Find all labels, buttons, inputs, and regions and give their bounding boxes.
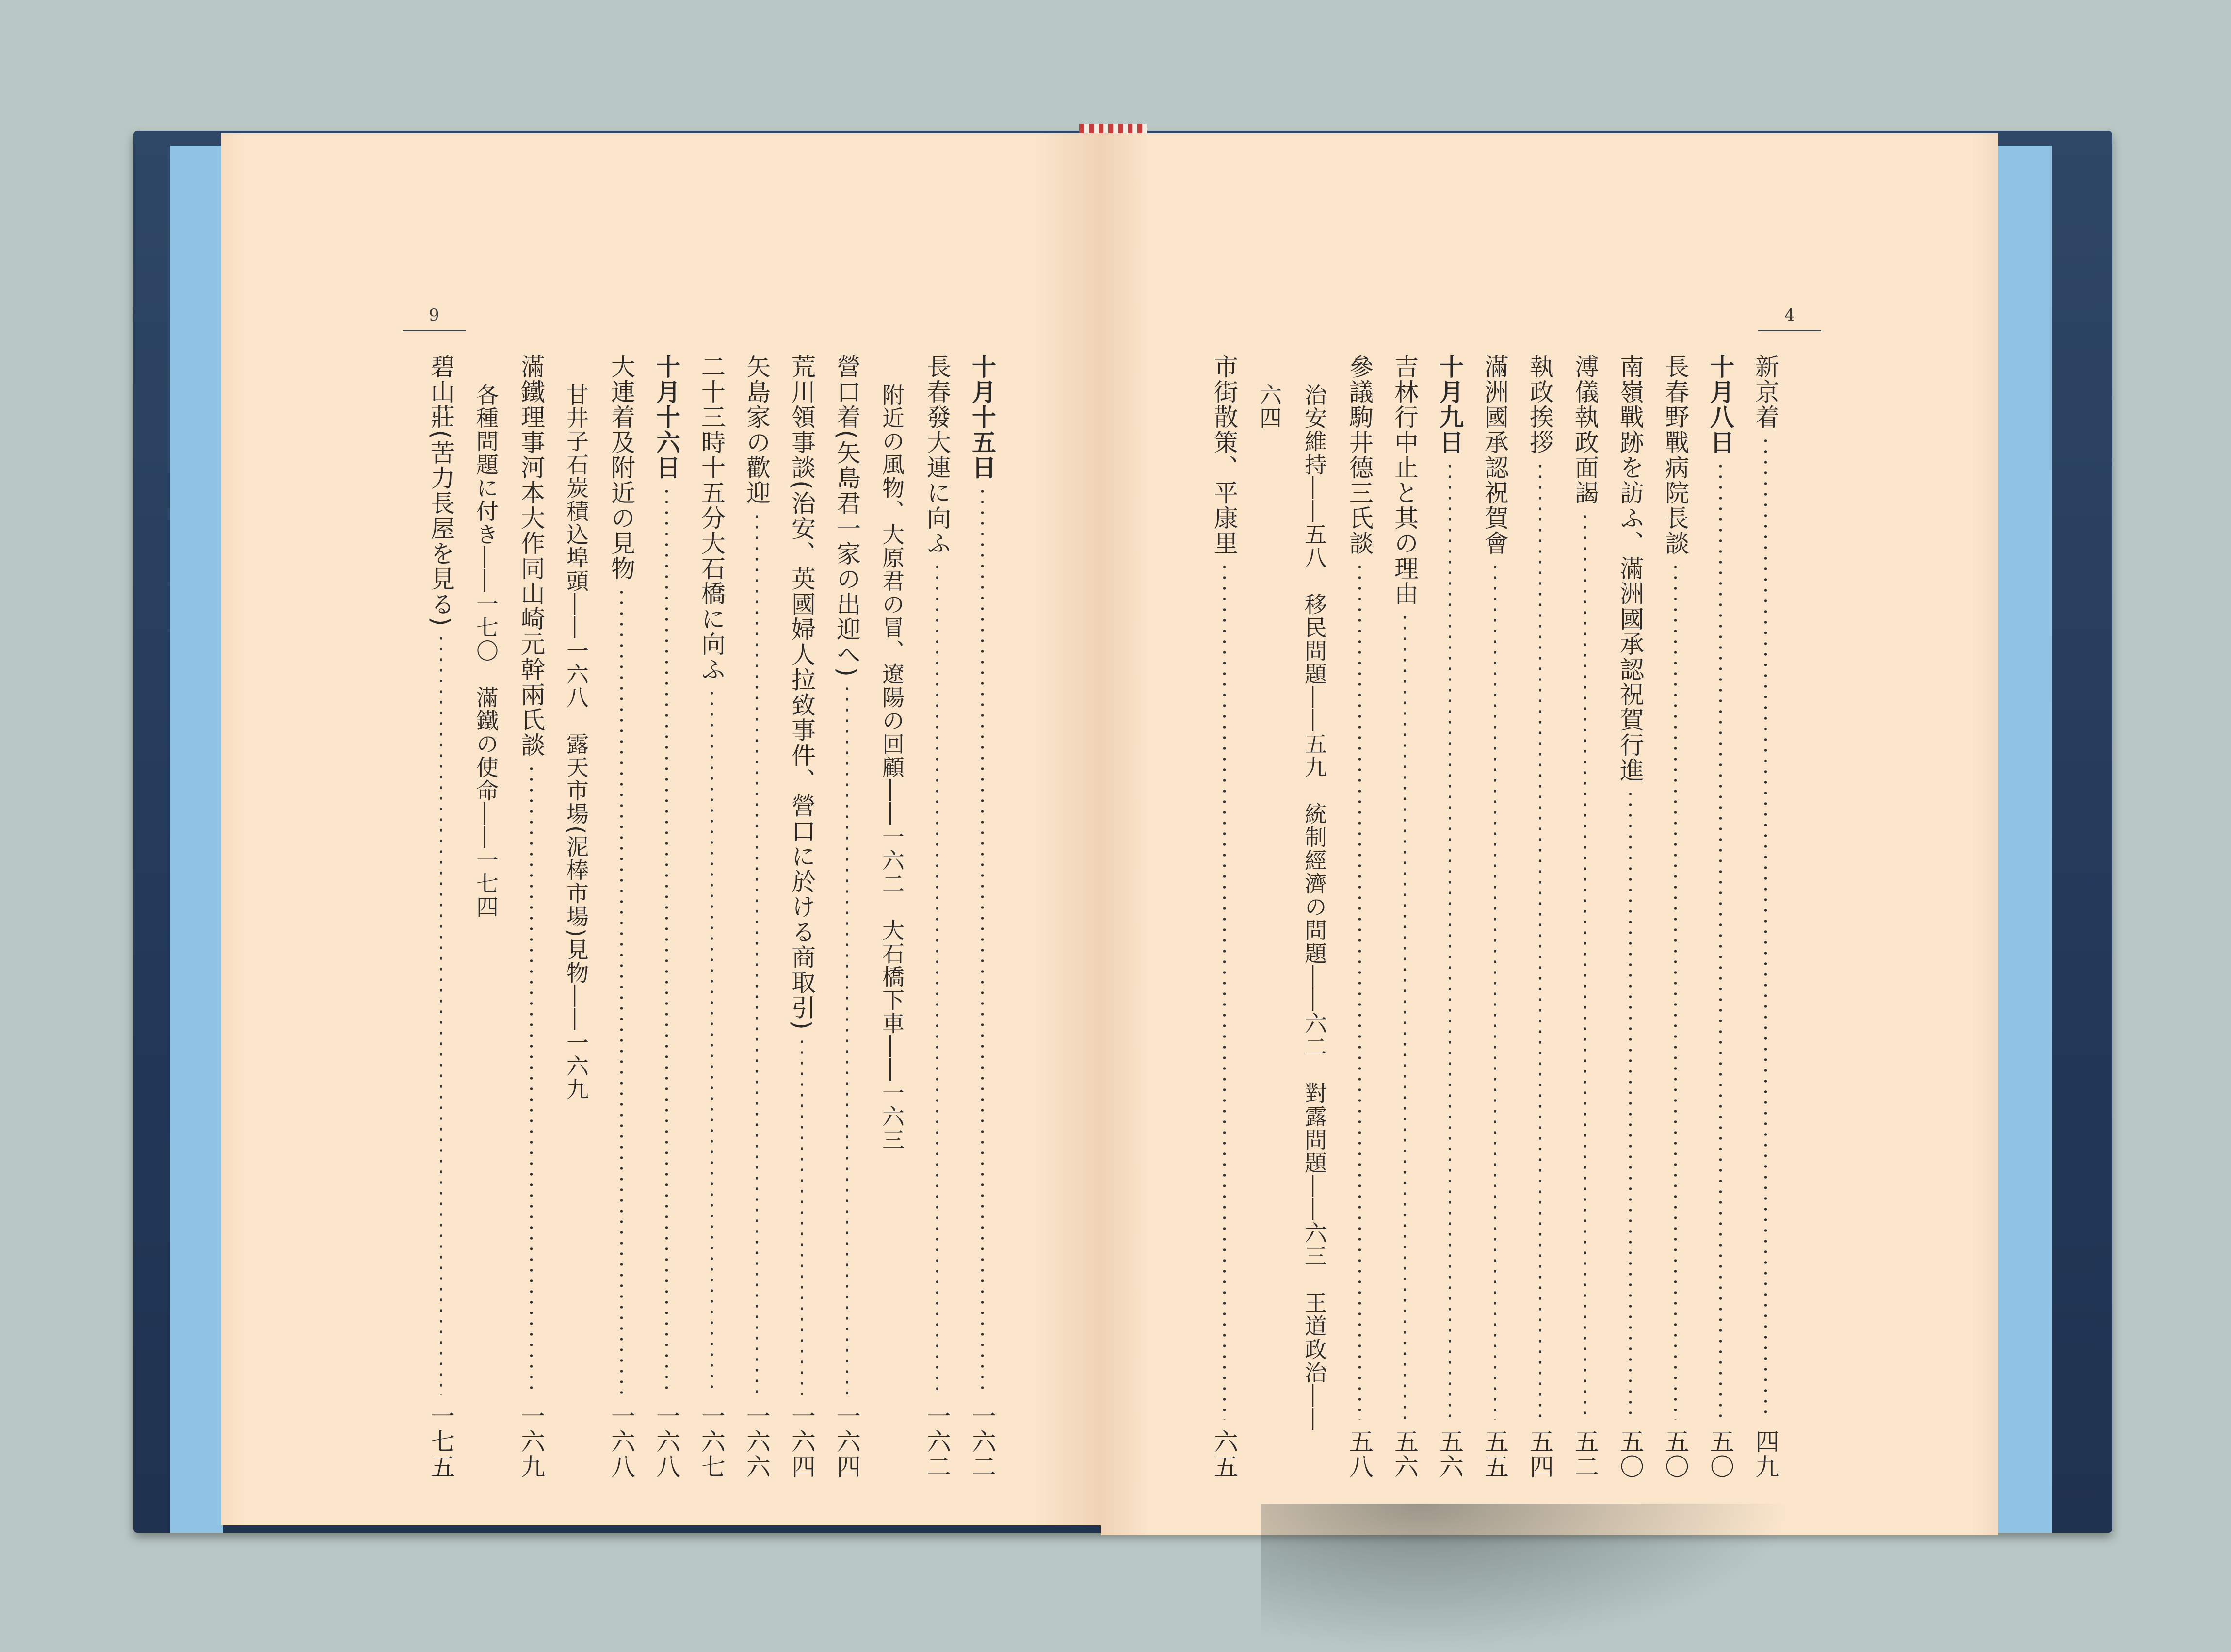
toc-entry (877, 383, 906, 1479)
toc-entry-page: 一六九 (517, 1404, 545, 1479)
toc-entry-title: 附近の風物、大原君の冒、遼陽の回顧――一六二 大石橋下車――一六三 (879, 383, 905, 1151)
leader-dots (1358, 562, 1361, 1420)
toc-entry-title: 市街散策、平康里 (1210, 354, 1238, 556)
leader-dots (756, 511, 758, 1395)
toc-entry-page: 四九 (1751, 1429, 1779, 1479)
toc-entry-page: 五六 (1390, 1429, 1419, 1479)
toc-entry-page: 一六四 (833, 1404, 861, 1479)
toc-entry-title: 營口着(矢島君一家の出迎へ) (833, 354, 861, 678)
toc-entry (1616, 354, 1645, 1479)
toc-entry (1300, 383, 1329, 1479)
toc-entry (832, 354, 861, 1479)
toc-entry-title: 荒川領事談(治安、英國婦人拉致事件、營口に於ける商取引) (788, 354, 816, 1031)
right-page (1101, 133, 1998, 1535)
toc-entry (1751, 354, 1780, 1479)
toc-entry (652, 354, 681, 1479)
toc-entry (517, 354, 546, 1479)
toc-entry (1210, 354, 1239, 1479)
toc-entry (1480, 354, 1509, 1479)
left-page (221, 133, 1101, 1525)
leader-dots (1449, 461, 1451, 1420)
toc-entry (1525, 354, 1554, 1479)
toc-entry-page: 五八 (1345, 1429, 1374, 1479)
toc-entry-page: 一六二 (923, 1404, 951, 1479)
toc-entry-title: 溥儀執政面謁 (1571, 354, 1599, 505)
toc-entry-title: 各種問題に付き――一七〇 滿鐵の使命――一七四 (473, 383, 499, 919)
toc-entry (426, 354, 455, 1479)
toc-entry-page: 五〇 (1616, 1429, 1644, 1479)
toc-entry-page: 六五 (1210, 1429, 1238, 1479)
toc-entry-title: 十月十五日 (968, 354, 996, 480)
toc-entry-page: 一六八 (607, 1404, 635, 1479)
leader-dots (1629, 789, 1632, 1420)
toc-entry-title: 大連着及附近の見物 (607, 354, 635, 581)
toc-entry-title: 滿洲國承認祝賀會 (1481, 354, 1509, 556)
toc-entry (968, 354, 997, 1479)
cover-edge-left (170, 146, 223, 1533)
toc-entry (1661, 354, 1690, 1479)
leader-dots (711, 688, 713, 1395)
toc-entry-page: 五〇 (1661, 1429, 1689, 1479)
toc-entry-title: 南嶺戰跡を訪ふ、滿洲國承認祝賀行進 (1616, 354, 1644, 783)
leader-dots (936, 562, 938, 1395)
toc-entry (1706, 354, 1735, 1479)
toc-entry-title: 新京着 (1751, 354, 1779, 430)
toc-entry-title: 二十三時十五分大石橋に向ふ (697, 354, 726, 682)
toc-entry (1570, 354, 1600, 1479)
shadow (1261, 1504, 1794, 1652)
page-number: 9 (403, 306, 466, 331)
toc-entry-title: 參議駒井德三氏談 (1345, 354, 1374, 556)
toc-entry-page: 一六八 (652, 1404, 680, 1479)
toc-entry-page: 五二 (1571, 1429, 1599, 1479)
leader-dots (1719, 461, 1722, 1420)
leader-dots (620, 587, 623, 1395)
toc-entry-title: 吉林行中止と其の理由 (1390, 354, 1419, 606)
toc-entry-page: 五四 (1526, 1429, 1554, 1479)
toc-entry (922, 354, 952, 1479)
leader-dots (665, 486, 668, 1395)
toc-entry (787, 354, 816, 1479)
toc-entry-title: 執政挨拶 (1526, 354, 1554, 455)
toc-entry-page: 一六六 (743, 1404, 771, 1479)
leader-dots (846, 683, 848, 1395)
toc-entry-title: 碧山莊(苦力長屋を見る) (427, 354, 455, 628)
leader-dots (981, 486, 984, 1395)
leader-dots (1223, 562, 1226, 1420)
leader-dots (1404, 612, 1406, 1420)
toc-entry (1390, 354, 1419, 1479)
toc-entry-title: 十月九日 (1436, 354, 1464, 455)
toc-entry-title: 甘井子石炭積込埠頭――一六八 露天市場(泥棒市場)見物――一六九 (563, 383, 589, 1101)
leader-dots (1764, 436, 1767, 1420)
toc-entry-page: 一六七 (697, 1404, 726, 1479)
toc-entry-title: 治安維持――五八 移民問題――五九 統制經濟の問題――六二 對露問題――六三 王道政治―― (1301, 383, 1327, 1431)
toc-entry-title: 長春發大連に向ふ (923, 354, 951, 556)
toc-entry-page: 五〇 (1706, 1429, 1734, 1479)
toc-entry-page: 一六四 (788, 1404, 816, 1479)
toc-entry-title: 十月八日 (1706, 354, 1734, 455)
toc-entry-page: 一七五 (427, 1404, 455, 1479)
toc-entry (562, 383, 591, 1479)
toc-entry (1255, 383, 1284, 1479)
toc-entry-title: 六四 (1256, 383, 1282, 430)
leader-dots (1584, 511, 1586, 1420)
toc-entry (607, 354, 636, 1479)
toc-entry-title: 十月十六日 (652, 354, 680, 480)
leader-dots (801, 1037, 803, 1395)
toc-entry-title: 矢島家の歡迎 (743, 354, 771, 505)
cover-edge-right (1993, 146, 2052, 1533)
leader-dots (530, 763, 533, 1395)
toc-entry-title: 滿鐵理事河本大作同山崎元幹兩氏談 (517, 354, 545, 758)
toc-entry (742, 354, 771, 1479)
leader-dots (1674, 562, 1677, 1420)
toc-entry (1345, 354, 1374, 1479)
leader-dots (440, 633, 442, 1395)
leader-dots (1539, 461, 1541, 1420)
toc-entry (697, 354, 726, 1479)
leader-dots (1494, 562, 1496, 1420)
toc-entry-page: 五六 (1436, 1429, 1464, 1479)
toc-entry-page: 五五 (1481, 1429, 1509, 1479)
toc-entry (471, 383, 501, 1479)
toc-entry (1435, 354, 1464, 1479)
page-number: 4 (1758, 306, 1821, 331)
toc-entry-title: 長春野戰病院長談 (1661, 354, 1689, 556)
toc-entry-page: 一六二 (968, 1404, 996, 1479)
